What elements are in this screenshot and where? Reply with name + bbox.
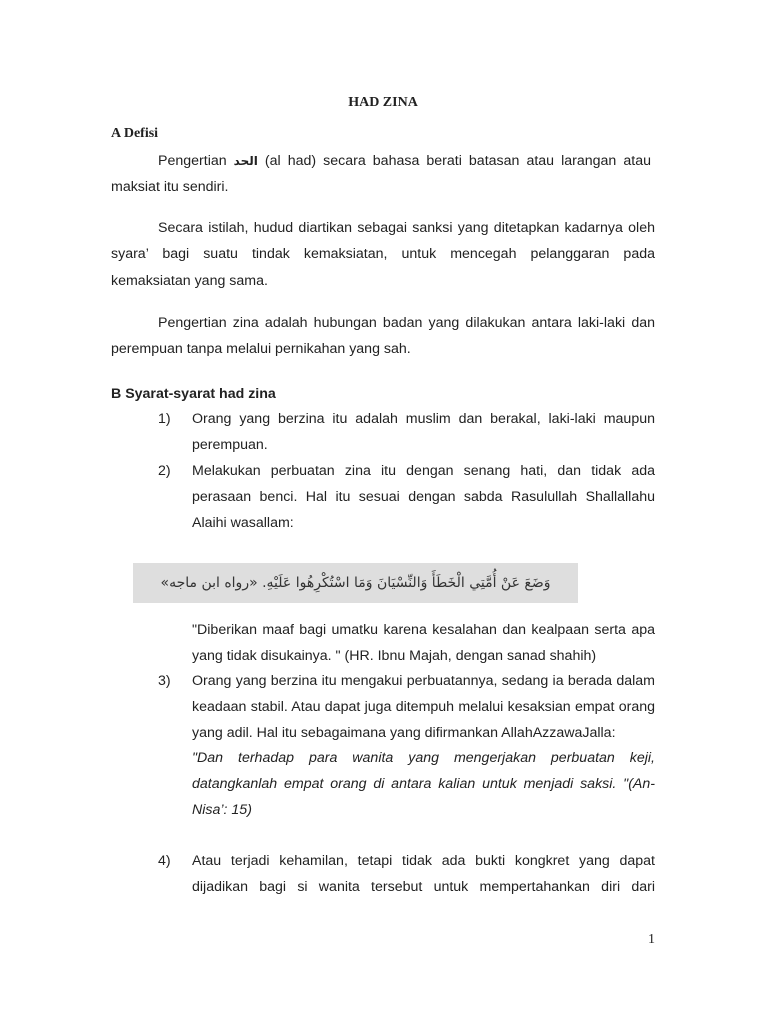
arabic-word: الحد	[233, 154, 258, 168]
list-item	[158, 849, 655, 901]
paragraph-zina: Pengertian zina adalah hubungan badan yang dilakukan antara laki-laki dan perempuan tanpa melalui pernikahan yang sah.	[111, 315, 655, 358]
section-b-heading: B Syarat-syarat had zina	[111, 386, 276, 402]
document-title: HAD ZINA	[348, 95, 418, 110]
list-item	[158, 669, 655, 824]
item-number: 4)	[158, 853, 171, 869]
p1-text: Pengertian	[158, 153, 234, 169]
list-item	[158, 459, 655, 536]
item-number: 2)	[158, 463, 171, 479]
paragraph-istilah: Secara istilah, hudud diartikan sebagai sanksi yang ditetapkan kadarnya oleh syara’ bagi suatu tindak kemaksiatan, untuk mencegah pelanggaran pada kemaksiatan yang sama.	[111, 220, 655, 289]
page-number: 1	[648, 932, 655, 947]
paragraph-definition	[111, 148, 651, 201]
item-text: Melakukan perbuatan zina itu dengan senang hati, dan tidak ada perasaan benci. Hal itu sesuai dengan sabda Rasulullah Shallallahu Alaihi wasallam:	[192, 463, 655, 531]
section-a-heading: A Defisi	[111, 126, 159, 141]
translation-text: "Diberikan maaf bagi umatku karena kesalahan dan kealpaan serta apa yang tidak disukainya. " (HR. Ibnu Majah, dengan sanad shahih)	[192, 622, 655, 664]
list-item	[158, 407, 655, 459]
item-text: Atau terjadi kehamilan, tetapi tidak ada bukti kongkret yang dapat dijadikan bagi si wanita tersebut untuk mempertahankan diri dari	[192, 853, 655, 895]
hadith-arabic-image: وَضَعَ عَنْ أُمَّتِي الْخَطَأَ وَالنِّسْيَانَ وَمَا اسْتُكْرِهُوا عَلَيْهِ. «رواه ابن ماجه»	[133, 563, 578, 603]
hadith-translation	[158, 618, 655, 670]
p1-text-rest: (al had) secara bahasa berati batasan atau larangan atau maksiat itu sendiri.	[111, 153, 651, 196]
item-number: 3)	[158, 673, 171, 689]
item-text: Orang yang berzina itu mengakui perbuatannya, sedang ia berada dalam keadaan stabil. Atau dapat juga ditempuh melalui kesaksian empat orang yang adil. Hal itu sebagaimana yang difirmankan AllahAzzawaJalla:	[192, 673, 655, 741]
item-number: 1)	[158, 411, 171, 427]
quran-quote: "Dan terhadap para wanita yang mengerjakan perbuatan keji, datangkanlah empat orang di antara kalian untuk menjadi saksi. "(An-Nisa’: 15)	[192, 750, 655, 818]
item-text: Orang yang berzina itu adalah muslim dan berakal, laki-laki maupun perempuan.	[192, 411, 655, 453]
